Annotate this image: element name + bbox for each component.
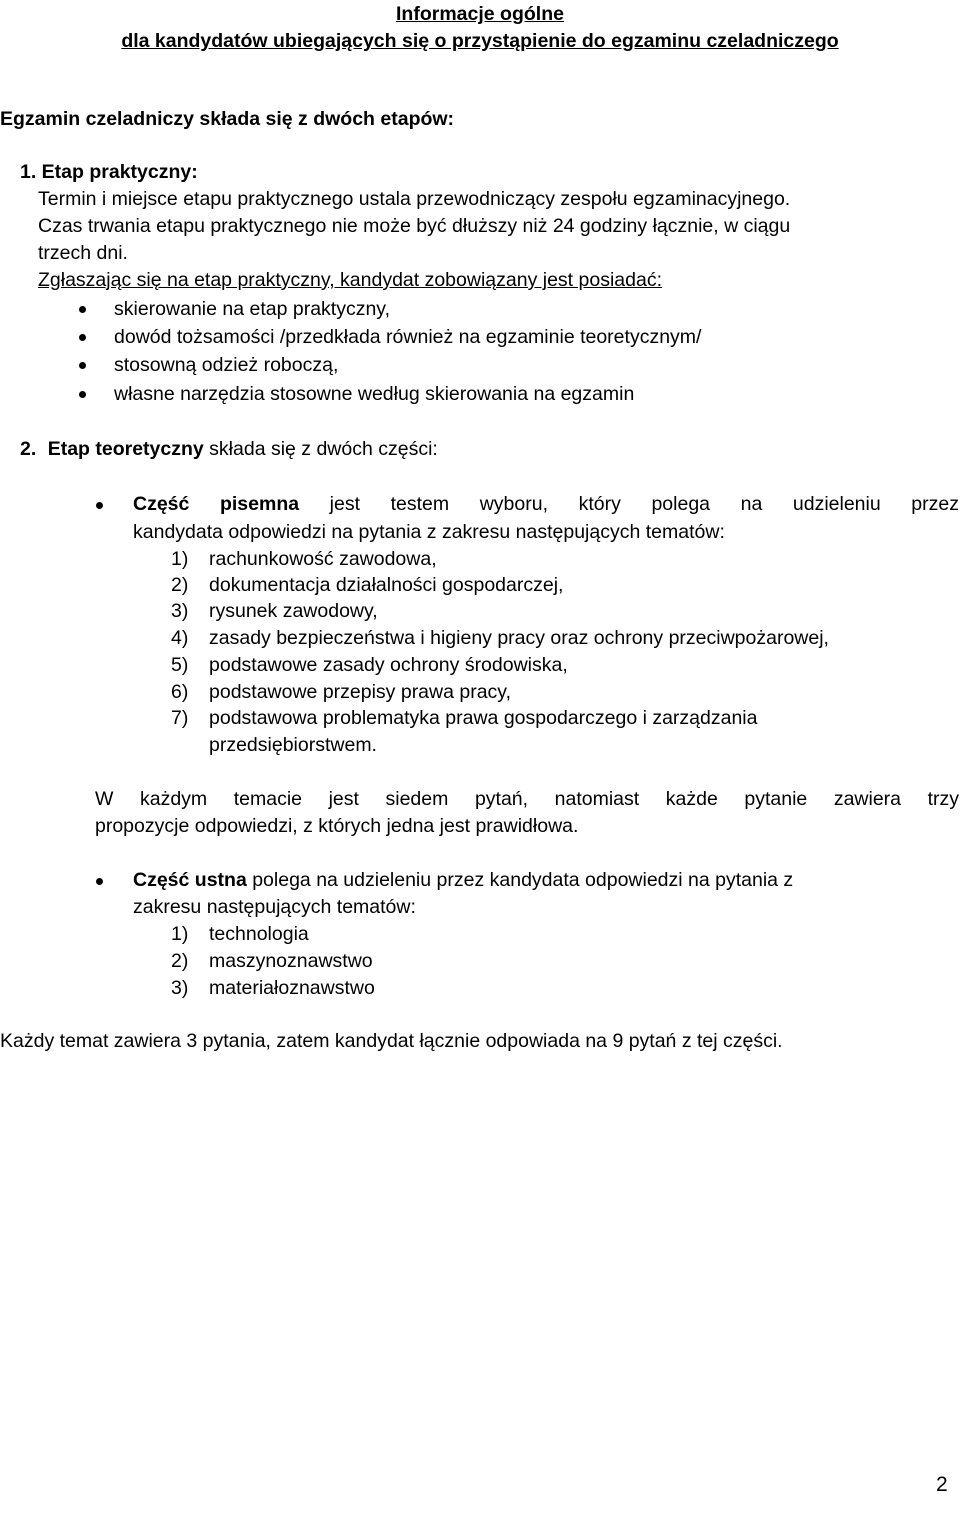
document-title-line-2: dla kandydatów ubiegających się o przystąpienie do egzaminu czeladniczego: [121, 30, 839, 52]
written-topic: [171, 599, 378, 623]
stage1-line-2: Czas trwania etapu praktycznego nie może być dłuższy niż 24 godziny łącznie, w ciągu: [38, 215, 791, 237]
written-note-line-2: propozycje odpowiedzi, z których jedna jest prawidłowa.: [95, 815, 579, 837]
written-topic-continuation: przedsiębiorstwem.: [209, 734, 377, 756]
topic-text: zasady bezpieczeństwa i higieny pracy oraz ochrony przeciwpożarowej,: [209, 627, 829, 649]
written-topic: [171, 547, 437, 571]
topic-number: 4): [171, 627, 189, 649]
bullet-icon: [96, 502, 103, 509]
topic-number: 5): [171, 654, 189, 676]
requirement-item: własne narzędzia stosowne według skierowania na egzamin: [114, 383, 635, 405]
document-title-line-1: Informacje ogólne: [396, 3, 564, 25]
written-topic: [171, 680, 511, 704]
topic-number: 1): [171, 923, 189, 945]
topic-number: 3): [171, 977, 189, 999]
summary-text: Każdy temat zawiera 3 pytania, zatem kandydat łącznie odpowiada na 9 pytań z tej części.: [0, 1030, 783, 1052]
stage2-heading-bold: Etap teoretyczny: [47, 438, 204, 460]
written-part-description: jest testem wyboru, który polega na udzieleniu przez: [299, 493, 959, 515]
oral-part-line-2: zakresu następujących tematów:: [133, 896, 416, 918]
requirement-item: stosowną odzież roboczą,: [114, 354, 339, 376]
topic-number: 2): [171, 950, 189, 972]
topic-text: dokumentacja działalności gospodarczej,: [209, 574, 564, 596]
topic-number: 2): [171, 574, 189, 596]
written-part-label: Część pisemna: [133, 493, 300, 515]
stage1-line-1: Termin i miejsce etapu praktycznego ustala przewodniczący zespołu egzaminacyjnego.: [38, 188, 791, 210]
topic-text: maszynoznawstwo: [209, 950, 373, 972]
stage2-heading-rest: składa się z dwóch części:: [203, 438, 438, 460]
oral-part-label: Część ustna: [133, 869, 247, 891]
topic-text: rachunkowość zawodowa,: [209, 548, 437, 570]
written-topic: [171, 653, 568, 677]
bullet-icon: [79, 334, 86, 341]
stage1-heading: 1. Etap praktyczny:: [20, 161, 198, 183]
topic-text: podstawowe zasady ochrony środowiska,: [209, 654, 568, 676]
oral-part-line-1: [133, 868, 793, 892]
topic-text: technologia: [209, 923, 309, 945]
stage2-number: 2.: [20, 438, 37, 460]
bullet-icon: [79, 362, 86, 369]
page-number: 2: [936, 1473, 948, 1496]
topic-number: 6): [171, 681, 189, 703]
written-part-line-1: [133, 492, 959, 516]
requirement-item: dowód tożsamości /przedkłada również na egzaminie teoretycznym/: [114, 326, 702, 348]
written-topic: [171, 573, 563, 597]
topic-number: 7): [171, 707, 189, 729]
topic-text: materiałoznawstwo: [209, 977, 375, 999]
stage1-requirements-heading: Zgłaszając się na etap praktyczny, kandydat zobowiązany jest posiadać:: [38, 269, 662, 291]
written-note-line-1: W każdym temacie jest siedem pytań, natomiast każde pytanie zawiera trzy: [95, 788, 959, 810]
written-topic: [171, 706, 758, 730]
requirement-item: skierowanie na etap praktyczny,: [114, 298, 391, 320]
written-topic: [171, 626, 829, 650]
topic-number: 1): [171, 548, 189, 570]
oral-topic: [171, 976, 375, 1000]
oral-part-description: polega na udzieleniu przez kandydata odpowiedzi na pytania z: [246, 869, 794, 891]
bullet-icon: [79, 391, 86, 398]
oral-topic: [171, 922, 309, 946]
stage1-line-3: trzech dni.: [38, 242, 128, 264]
bullet-icon: [96, 878, 103, 885]
written-part-line-2: kandydata odpowiedzi na pytania z zakresu następujących tematów:: [133, 521, 725, 543]
topic-text: podstawowa problematyka prawa gospodarczego i zarządzania: [209, 707, 758, 729]
topic-text: podstawowe przepisy prawa pracy,: [209, 681, 512, 703]
bullet-icon: [79, 306, 86, 313]
topic-number: 3): [171, 600, 189, 622]
oral-topic: [171, 949, 373, 973]
intro-heading: Egzamin czeladniczy składa się z dwóch etapów:: [0, 108, 455, 130]
stage2-heading: [20, 437, 438, 461]
topic-text: rysunek zawodowy,: [209, 600, 378, 622]
